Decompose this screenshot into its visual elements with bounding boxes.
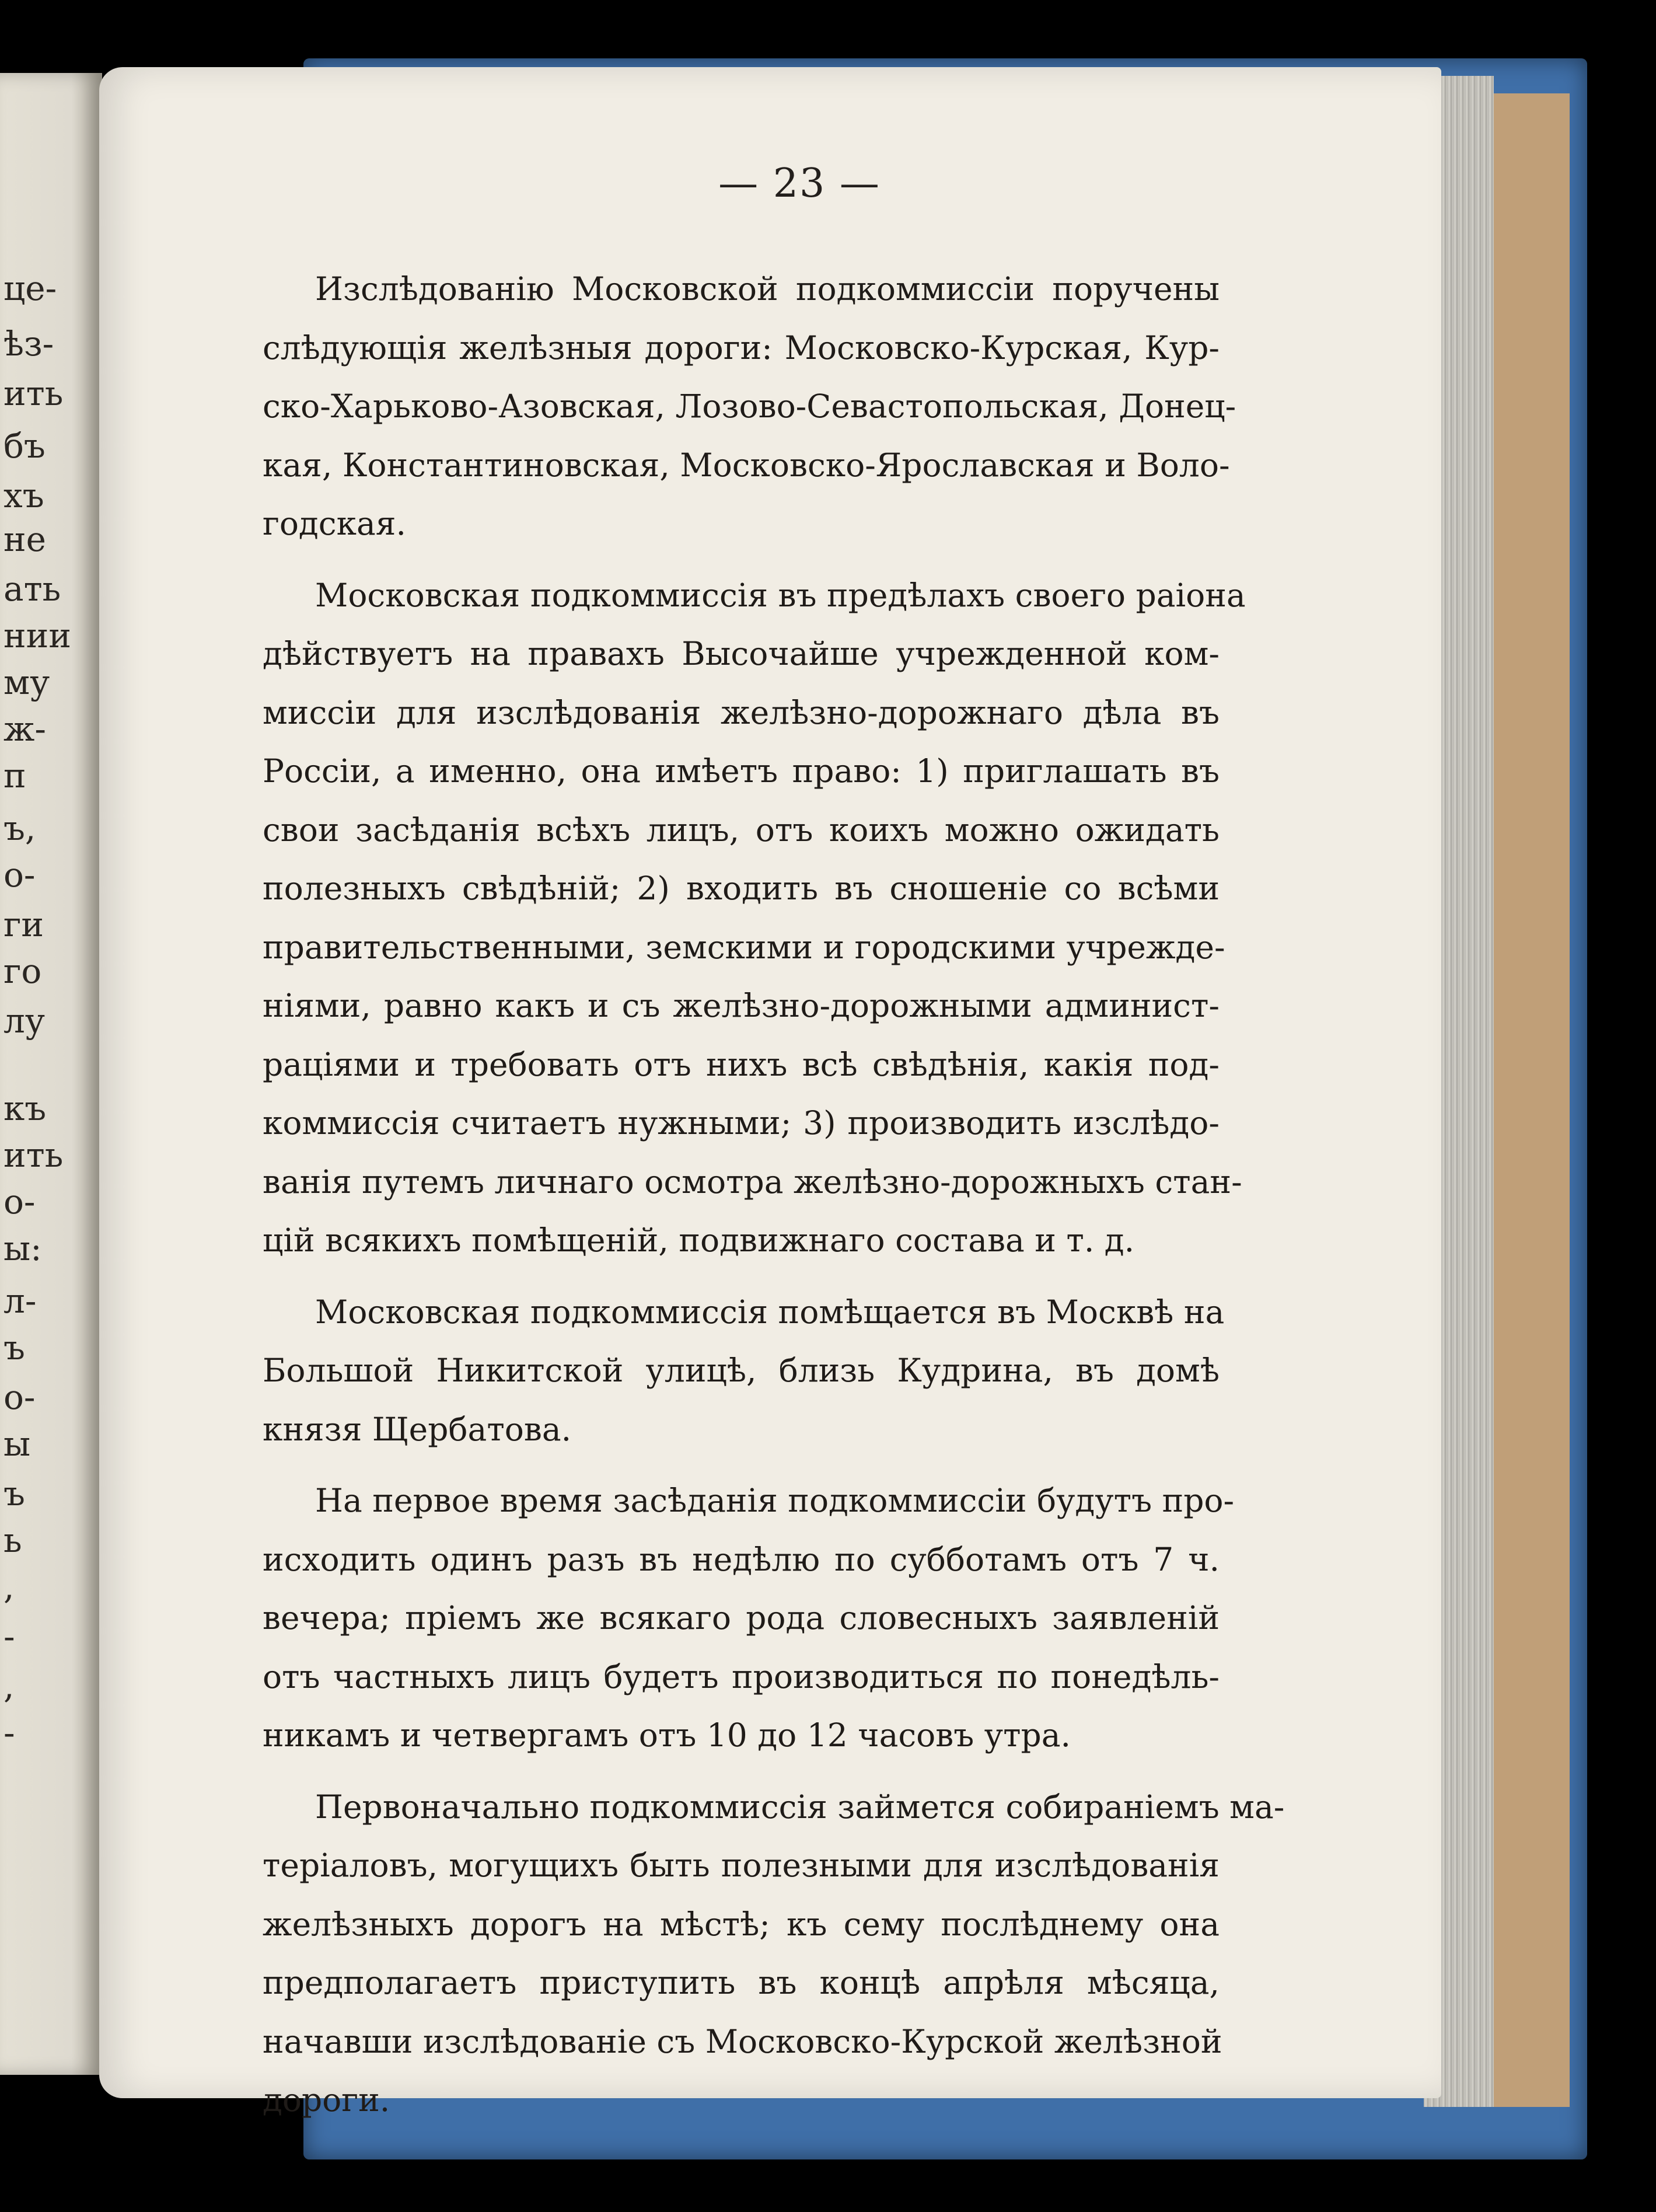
left-page-fragment: це-: [4, 268, 57, 308]
left-page-fragment: п: [4, 756, 26, 796]
text-line: вечера; пріемъ же всякаго рода словесныхъ заявленій: [263, 1599, 1220, 1637]
left-page-fragment: хъ: [4, 476, 44, 515]
text-line: миссіи для изслѣдованія желѣзно-дорожнаго дѣла въ: [263, 693, 1220, 731]
text-line: теріаловъ, могущихъ быть полезными для изслѣдованія: [263, 1847, 1220, 1884]
left-page-fragment: нии: [4, 616, 71, 655]
text-line: правительственными, земскими и городскими учрежде-: [263, 928, 1225, 966]
text-line: дѣйствуетъ на правахъ Высочайше учрежденной ком-: [263, 635, 1220, 672]
left-page-fragment: ъ: [4, 1474, 25, 1513]
left-page-fragment: ги: [4, 905, 44, 944]
paragraph: [263, 260, 1236, 553]
text-line: свои засѣданія всѣхъ лицъ, отъ коихъ можно ожидать: [263, 811, 1220, 849]
text-line: ванія путемъ личнаго осмотра желѣзно-дорожныхъ стан-: [263, 1163, 1242, 1201]
left-page-fragment: ы:: [4, 1229, 42, 1268]
left-page-fragment: къ: [4, 1088, 47, 1128]
text-line: цій всякихъ помѣщеній, подвижнаго состава и т. д.: [263, 1222, 1135, 1259]
paragraph: [263, 1471, 1235, 1765]
left-page-fragment: бъ: [4, 426, 46, 466]
text-line: князя Щербатова.: [263, 1410, 572, 1448]
text-line: желѣзныхъ дорогъ на мѣстѣ; къ сему послѣднему она: [263, 1905, 1220, 1943]
left-page-fragment: му: [4, 662, 50, 702]
text-line: На первое время засѣданія подкоммиссіи будутъ про-: [315, 1482, 1235, 1519]
text-line: коммиссія считаетъ нужными; 3) производить изслѣдо-: [263, 1104, 1220, 1142]
left-page-fragment: ѣз-: [4, 324, 54, 364]
text-line: слѣдующія желѣзныя дороги: Московско-Курская, Кур-: [263, 329, 1220, 367]
left-page-fragment: о-: [4, 855, 36, 895]
page-text: [263, 260, 1285, 2143]
left-page-fragment: о-: [4, 1377, 36, 1417]
previous-page: [0, 73, 102, 2075]
left-page-fragment: ,: [4, 1666, 15, 1706]
left-page-fragment: ь: [4, 1520, 22, 1560]
text-line: отъ частныхъ лицъ будетъ производиться по понедѣль-: [263, 1658, 1220, 1695]
paragraph: [263, 1283, 1225, 1459]
text-line: исходить одинъ разъ въ недѣлю по субботамъ отъ 7 ч.: [263, 1540, 1220, 1578]
left-page-fragment: -: [4, 1713, 15, 1753]
text-line: Россіи, а именно, она имѣетъ право: 1) приглашать въ: [263, 752, 1220, 790]
text-line: предполагаетъ приступить въ концѣ апрѣля мѣсяца,: [263, 1964, 1220, 2001]
text-line: дороги.: [263, 2081, 390, 2119]
text-line: Московская подкоммиссія въ предѣлахъ своего раіона: [315, 576, 1246, 614]
text-line: раціями и требовать отъ нихъ всѣ свѣдѣнія, какія под-: [263, 1045, 1220, 1083]
left-page-fragment: ъ: [4, 1328, 25, 1367]
left-page-fragment: го: [4, 951, 42, 991]
left-page-fragment: ить: [4, 1135, 64, 1175]
text-line: начавши изслѣдованіе съ Московско-Курской желѣзной: [263, 2022, 1222, 2060]
text-line: никамъ и четвергамъ отъ 10 до 12 часовъ утра.: [263, 1716, 1071, 1754]
text-line: Первоначально подкоммиссія займется собираніемъ ма-: [315, 1788, 1285, 1826]
left-page-fragment: ъ,: [4, 808, 36, 848]
left-page-fragment: о-: [4, 1182, 36, 1222]
left-page-fragment: не: [4, 519, 46, 559]
left-page-fragment: ы: [4, 1424, 31, 1464]
text-line: Большой Никитской улицѣ, близь Кудрина, въ домѣ: [263, 1352, 1220, 1389]
left-page-fragment: ж-: [4, 709, 46, 749]
paragraph: [263, 1778, 1285, 2130]
book-page: [99, 67, 1441, 2119]
text-line: полезныхъ свѣдѣній; 2) входить въ сношеніе со всѣми: [263, 870, 1220, 907]
left-page-fragment: -: [4, 1617, 15, 1656]
page-number: — 23 —: [718, 161, 881, 207]
left-page-fragment: ,: [4, 1567, 15, 1607]
text-line: Московская подкоммиссія помѣщается въ Москвѣ на: [315, 1293, 1225, 1331]
text-line: годская.: [263, 505, 406, 542]
left-page-fragment: л-: [4, 1281, 37, 1321]
text-line: ско-Харьково-Азовская, Лозово-Севастопольская, Донец-: [263, 388, 1236, 425]
text-line: ніями, равно какъ и съ желѣзно-дорожными админист-: [263, 987, 1220, 1024]
text-line: Изслѣдованію Московской подкоммиссіи поручены: [315, 270, 1220, 308]
paragraph: [263, 566, 1246, 1270]
left-page-fragment: лу: [4, 1001, 45, 1041]
left-page-fragment: ить: [4, 374, 64, 413]
text-line: кая, Константиновская, Московско-Ярославская и Воло-: [263, 446, 1230, 484]
left-page-fragment: ать: [4, 569, 61, 609]
